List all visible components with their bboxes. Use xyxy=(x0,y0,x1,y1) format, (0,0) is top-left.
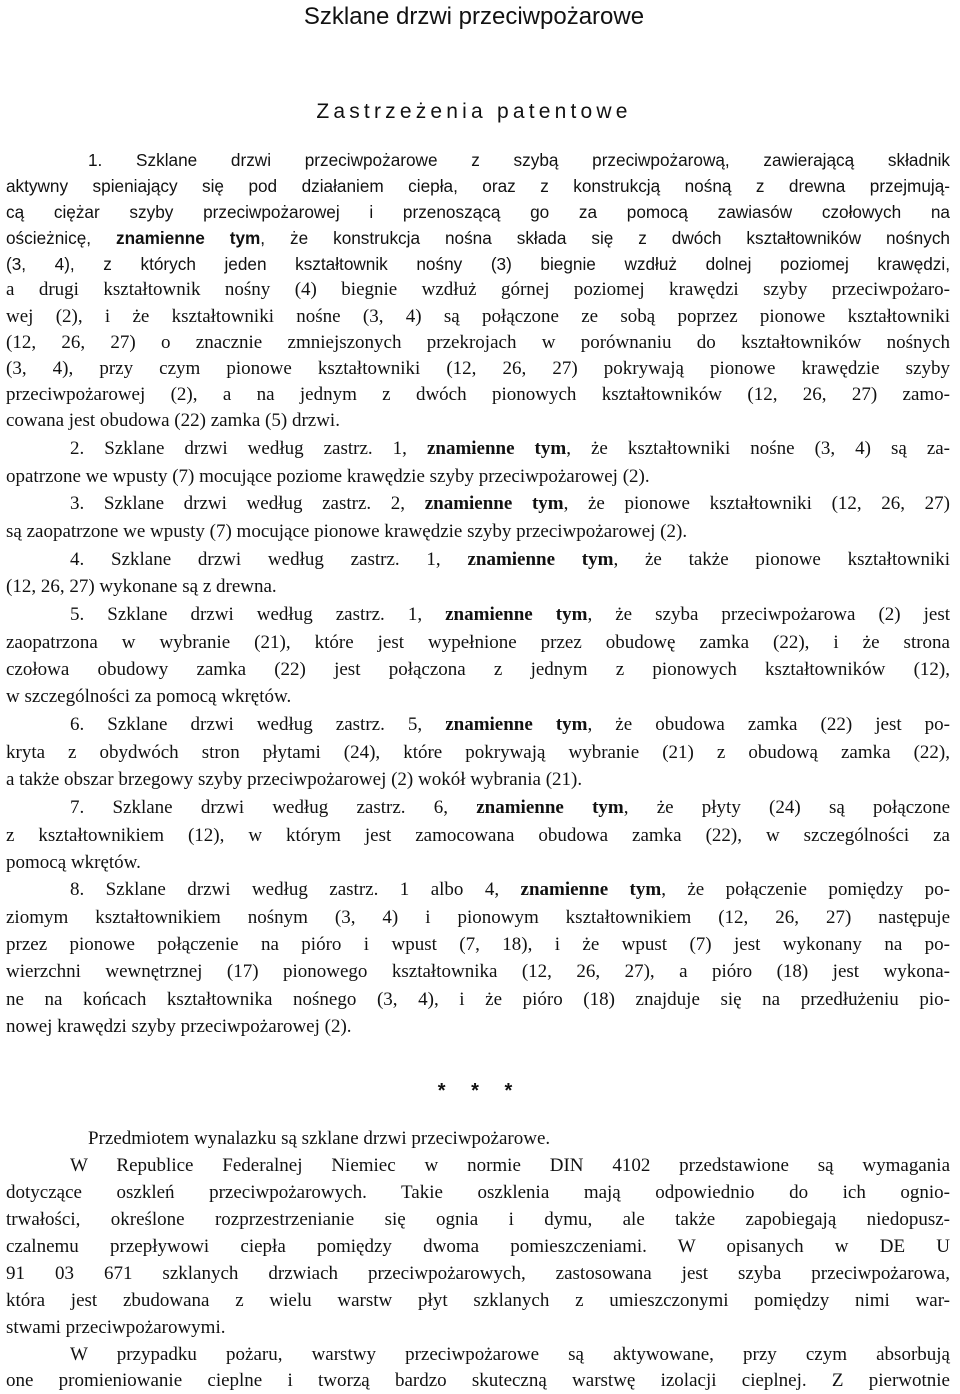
claim-line: w szczególności za pomocą wkrętów. xyxy=(6,686,292,707)
claim-line: cowana jest obudowa (22) zamka (5) drzwi. xyxy=(6,410,340,431)
emphasis-phrase: znamienne tym xyxy=(426,438,567,459)
claim-line: opatrzone we wpusty (7) mocujące poziome krawędzie szyby przeciwpożarowej (2). xyxy=(6,466,650,487)
claim-line: 4. Szklane drzwi według zastrz. 1, znamienne tym, że także pionowe kształtowniki xyxy=(70,549,951,570)
description-line: W Republice Federalnej Niemiec w normie DIN 4102 przedstawione są wymagania xyxy=(70,1155,950,1176)
claim-line: a drugi kształtownik nośny (4) biegnie wzdłuż górnej poziomej krawędzi szyby przeciwpożaro- xyxy=(6,279,950,300)
claim-line: ościeżnicę, znamienne tym, że konstrukcja nośna składa się z dwóch kształtowników nośnych xyxy=(6,228,950,248)
emphasis-phrase: znamienne tym xyxy=(476,797,624,818)
claim-line: ne na końcach kształtownika nośnego (3, 4), i że pióro (18) znajduje się na przedłużeniu pio- xyxy=(6,989,950,1010)
emphasis-phrase: znamienne tym xyxy=(424,493,564,514)
description-line: dotyczące oszkleń przeciwpożarowych. Takie oszklenia mają odpowiednio do ich ognio- xyxy=(6,1182,950,1203)
claim-line: przeciwpożarowej (2), a na jednym z dwóch pionowych kształtowników (12, 26, 27) zamo- xyxy=(6,384,950,405)
claim-line: 5. Szklane drzwi według zastrz. 1, znamienne tym, że szyba przeciwpożarowa (2) jest xyxy=(70,604,951,625)
emphasis-phrase: znamienne tym xyxy=(445,714,588,735)
claim-line: aktywny spieniający się pod działaniem ciepła, oraz z konstrukcją nośną z drewna przejmują- xyxy=(6,176,950,196)
claim-line: przez pionowe połączenie na pióro i wpust (7, 18), i że wpust (7) jest wykonany na po- xyxy=(6,934,950,955)
claim-line: 6. Szklane drzwi według zastrz. 5, znamienne tym, że obudowa zamka (22) jest po- xyxy=(70,714,951,735)
emphasis-phrase: znamienne tym xyxy=(467,549,614,570)
emphasis-phrase: znamienne tym xyxy=(445,604,588,625)
claim-line: zaopatrzona w wybranie (21), które jest wypełnione przez obudowę zamka (22), i że strona xyxy=(6,632,950,653)
claim-line: pomocą wkrętów. xyxy=(6,852,141,873)
claim-line: a także obszar brzegowy szyby przeciwpożarowej (2) wokół wybrania (21). xyxy=(6,769,583,790)
claim-line: 2. Szklane drzwi według zastrz. 1, znamienne tym, że kształtowniki nośne (3, 4) są za- xyxy=(70,438,951,459)
claim-line: ziomym kształtownikiem nośnym (3, 4) i pionowym kształtownikiem (12, 26, 27) następuje xyxy=(6,907,950,928)
claim-line: (3, 4), przy czym pionowe kształtowniki (12, 26, 27) pokrywają pionowe krawędzie szyby xyxy=(6,358,950,379)
claim-line: (12, 26, 27) wykonane są z drewna. xyxy=(6,576,277,597)
section-separator: * * * xyxy=(437,1080,523,1102)
claim-line: czołowa obudowy zamka (22) jest połączona z jednym z pionowych kształtowników (12), xyxy=(6,659,950,680)
claim-line: są zaopatrzone we wpusty (7) mocujące pionowe krawędzie szyby przeciwpożarowej (2). xyxy=(6,521,688,542)
emphasis-phrase: znamienne tym xyxy=(115,228,261,248)
claim-line: wierzchni wewnętrznej (17) pionowego kształtownika (12, 26, 27), a pióro (18) jest wykona- xyxy=(6,961,950,982)
description-line: W przypadku pożaru, warstwy przeciwpożarowe są aktywowane, przy czym absorbują xyxy=(70,1344,950,1365)
claim-line: nowej krawędzi szyby przeciwpożarowej (2). xyxy=(6,1016,352,1037)
description-line: 91 03 671 szklanych drzwiach przeciwpożarowych, zastosowana jest szyba przeciwpożarowa, xyxy=(6,1263,950,1284)
claim-line: 3. Szklane drzwi według zastrz. 2, znamienne tym, że pionowe kształtowniki (12, 26, 27) xyxy=(70,493,950,514)
document-title: Szklane drzwi przeciwpożarowe xyxy=(303,3,645,30)
description-line: stwami przeciwpożarowymi. xyxy=(6,1317,226,1338)
claim-line: (3, 4), z których jeden kształtownik nośny (3) biegnie wzdłuż dolnej poziomej krawędzi, xyxy=(6,254,950,274)
description-line: czalnemu przepływowi ciepła pomiędzy dwoma pomieszczeniami. W opisanych w DE U xyxy=(6,1236,950,1257)
claim-line: 8. Szklane drzwi według zastrz. 1 albo 4, znamienne tym, że połączenie pomiędzy po- xyxy=(70,879,950,900)
description-line: trwałości, określone rozprzestrzenianie się ognia i dymu, ale także zapobiegają niedopusz- xyxy=(6,1209,950,1230)
claim-line: z kształtownikiem (12), w którym jest zamocowana obudowa zamka (22), w szczególności za xyxy=(6,825,950,846)
claim-line: (12, 26, 27) o znacznie zmniejszonych przekrojach w porównaniu do kształtowników nośnych xyxy=(6,332,950,353)
description-line: która jest zbudowana z wielu warstw płyt szklanych z umieszczonymi pomiędzy nimi war- xyxy=(6,1290,950,1311)
description-line: one promieniowanie cieplne i tworzą bardzo skuteczną warstwę izolacji cieplnej. Z pierwotnie xyxy=(6,1370,950,1391)
claim-line: 7. Szklane drzwi według zastrz. 6, znamienne tym, że płyty (24) są połączone xyxy=(70,797,950,818)
claim-line: wej (2), i że kształtowniki nośne (3, 4) są połączone ze sobą poprzez pionowe kształtowniki xyxy=(6,306,950,327)
claim-line: kryta z obydwóch stron płytami (24), które pokrywają wybranie (21) z obudową zamka (22), xyxy=(6,742,950,763)
claim-line: 1. Szklane drzwi przeciwpożarowe z szybą przeciwpożarową, zawierającą składnik xyxy=(88,150,950,170)
section-heading: Zastrzeżenia patentowe xyxy=(316,100,632,123)
description-line: Przedmiotem wynalazku są szklane drzwi przeciwpożarowe. xyxy=(88,1128,551,1149)
claim-line: cą ciężar szyby przeciwpożarowej i przenoszącą go za pomocą zawiasów czołowych na xyxy=(6,202,950,222)
emphasis-phrase: znamienne tym xyxy=(520,879,662,900)
